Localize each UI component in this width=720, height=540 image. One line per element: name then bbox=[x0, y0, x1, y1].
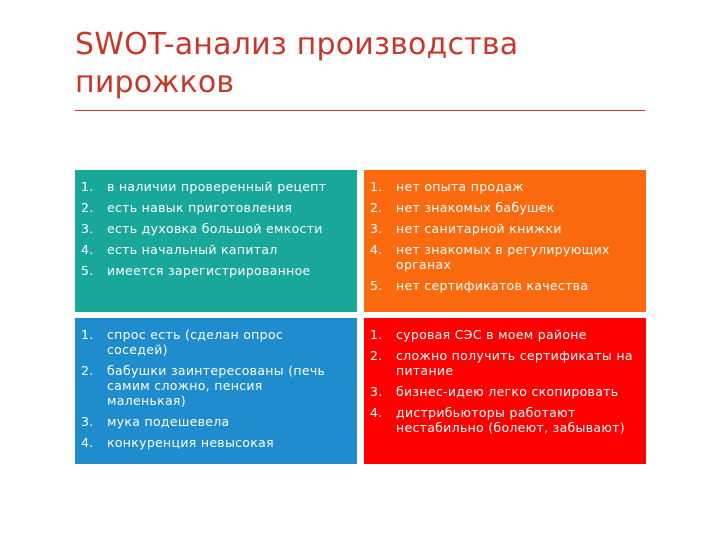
item-text: мука подешевела bbox=[107, 414, 230, 429]
item-number: 4. bbox=[81, 435, 94, 450]
threats-list bbox=[364, 327, 646, 435]
list-item bbox=[364, 278, 646, 293]
opportunities-box bbox=[75, 318, 357, 464]
item-text: спрос есть (сделан опрос соседей) bbox=[107, 327, 284, 357]
item-text: нет сертификатов качества bbox=[396, 278, 589, 293]
item-text: нет знакомых в регулирующих органах bbox=[396, 242, 610, 272]
list-item bbox=[75, 363, 357, 408]
threats-box bbox=[364, 318, 646, 464]
item-text: в наличии проверенный рецепт bbox=[107, 179, 327, 194]
item-text: есть навык приготовления bbox=[107, 200, 293, 215]
title-divider bbox=[75, 110, 645, 111]
item-number: 2. bbox=[370, 348, 383, 363]
list-item bbox=[364, 200, 646, 215]
strengths-list bbox=[75, 179, 357, 278]
item-text: нет опыта продаж bbox=[396, 179, 524, 194]
list-item bbox=[364, 242, 646, 272]
list-item bbox=[75, 200, 357, 215]
item-number: 1. bbox=[370, 327, 383, 342]
item-number: 1. bbox=[370, 179, 383, 194]
item-text: суровая СЭС в моем районе bbox=[396, 327, 587, 342]
list-item bbox=[364, 405, 646, 435]
item-number: 4. bbox=[370, 405, 383, 420]
item-number: 3. bbox=[81, 414, 94, 429]
item-text: нет знакомых бабушек bbox=[396, 200, 555, 215]
item-text: имеется зарегистрированное bbox=[107, 263, 311, 278]
list-item bbox=[364, 221, 646, 236]
list-item bbox=[75, 242, 357, 257]
list-item bbox=[75, 263, 357, 278]
item-number: 2. bbox=[81, 363, 94, 378]
item-text: сложно получить сертификаты на питание bbox=[396, 348, 633, 378]
opportunities-list bbox=[75, 327, 357, 450]
list-item bbox=[364, 179, 646, 194]
list-item bbox=[75, 414, 357, 429]
item-number: 4. bbox=[370, 242, 383, 257]
list-item bbox=[75, 435, 357, 450]
weaknesses-list bbox=[364, 179, 646, 293]
item-number: 5. bbox=[81, 263, 94, 278]
list-item bbox=[75, 221, 357, 236]
item-number: 5. bbox=[370, 278, 383, 293]
item-text: нет санитарной книжки bbox=[396, 221, 562, 236]
item-number: 3. bbox=[370, 384, 383, 399]
list-item bbox=[364, 327, 646, 342]
item-number: 2. bbox=[370, 200, 383, 215]
item-number: 3. bbox=[370, 221, 383, 236]
item-text: есть начальный капитал bbox=[107, 242, 278, 257]
slide-title: SWOT-анализ производства пирожков bbox=[75, 27, 519, 100]
item-text: есть духовка большой емкости bbox=[107, 221, 323, 236]
item-number: 4. bbox=[81, 242, 94, 257]
list-item bbox=[75, 327, 357, 357]
item-text: бабушки заинтересованы (печь самим сложно, пенсия маленькая) bbox=[107, 363, 326, 408]
weaknesses-box bbox=[364, 170, 646, 312]
item-number: 3. bbox=[81, 221, 94, 236]
list-item bbox=[364, 348, 646, 378]
item-number: 1. bbox=[81, 179, 94, 194]
list-item bbox=[364, 384, 646, 399]
strengths-box bbox=[75, 170, 357, 312]
item-text: бизнес-идею легко скопировать bbox=[396, 384, 619, 399]
item-number: 1. bbox=[81, 327, 94, 342]
item-text: дистрибьюторы работают нестабильно (болеют, забывают) bbox=[396, 405, 625, 435]
list-item bbox=[75, 179, 357, 194]
item-text: конкуренция невысокая bbox=[107, 435, 274, 450]
item-number: 2. bbox=[81, 200, 94, 215]
